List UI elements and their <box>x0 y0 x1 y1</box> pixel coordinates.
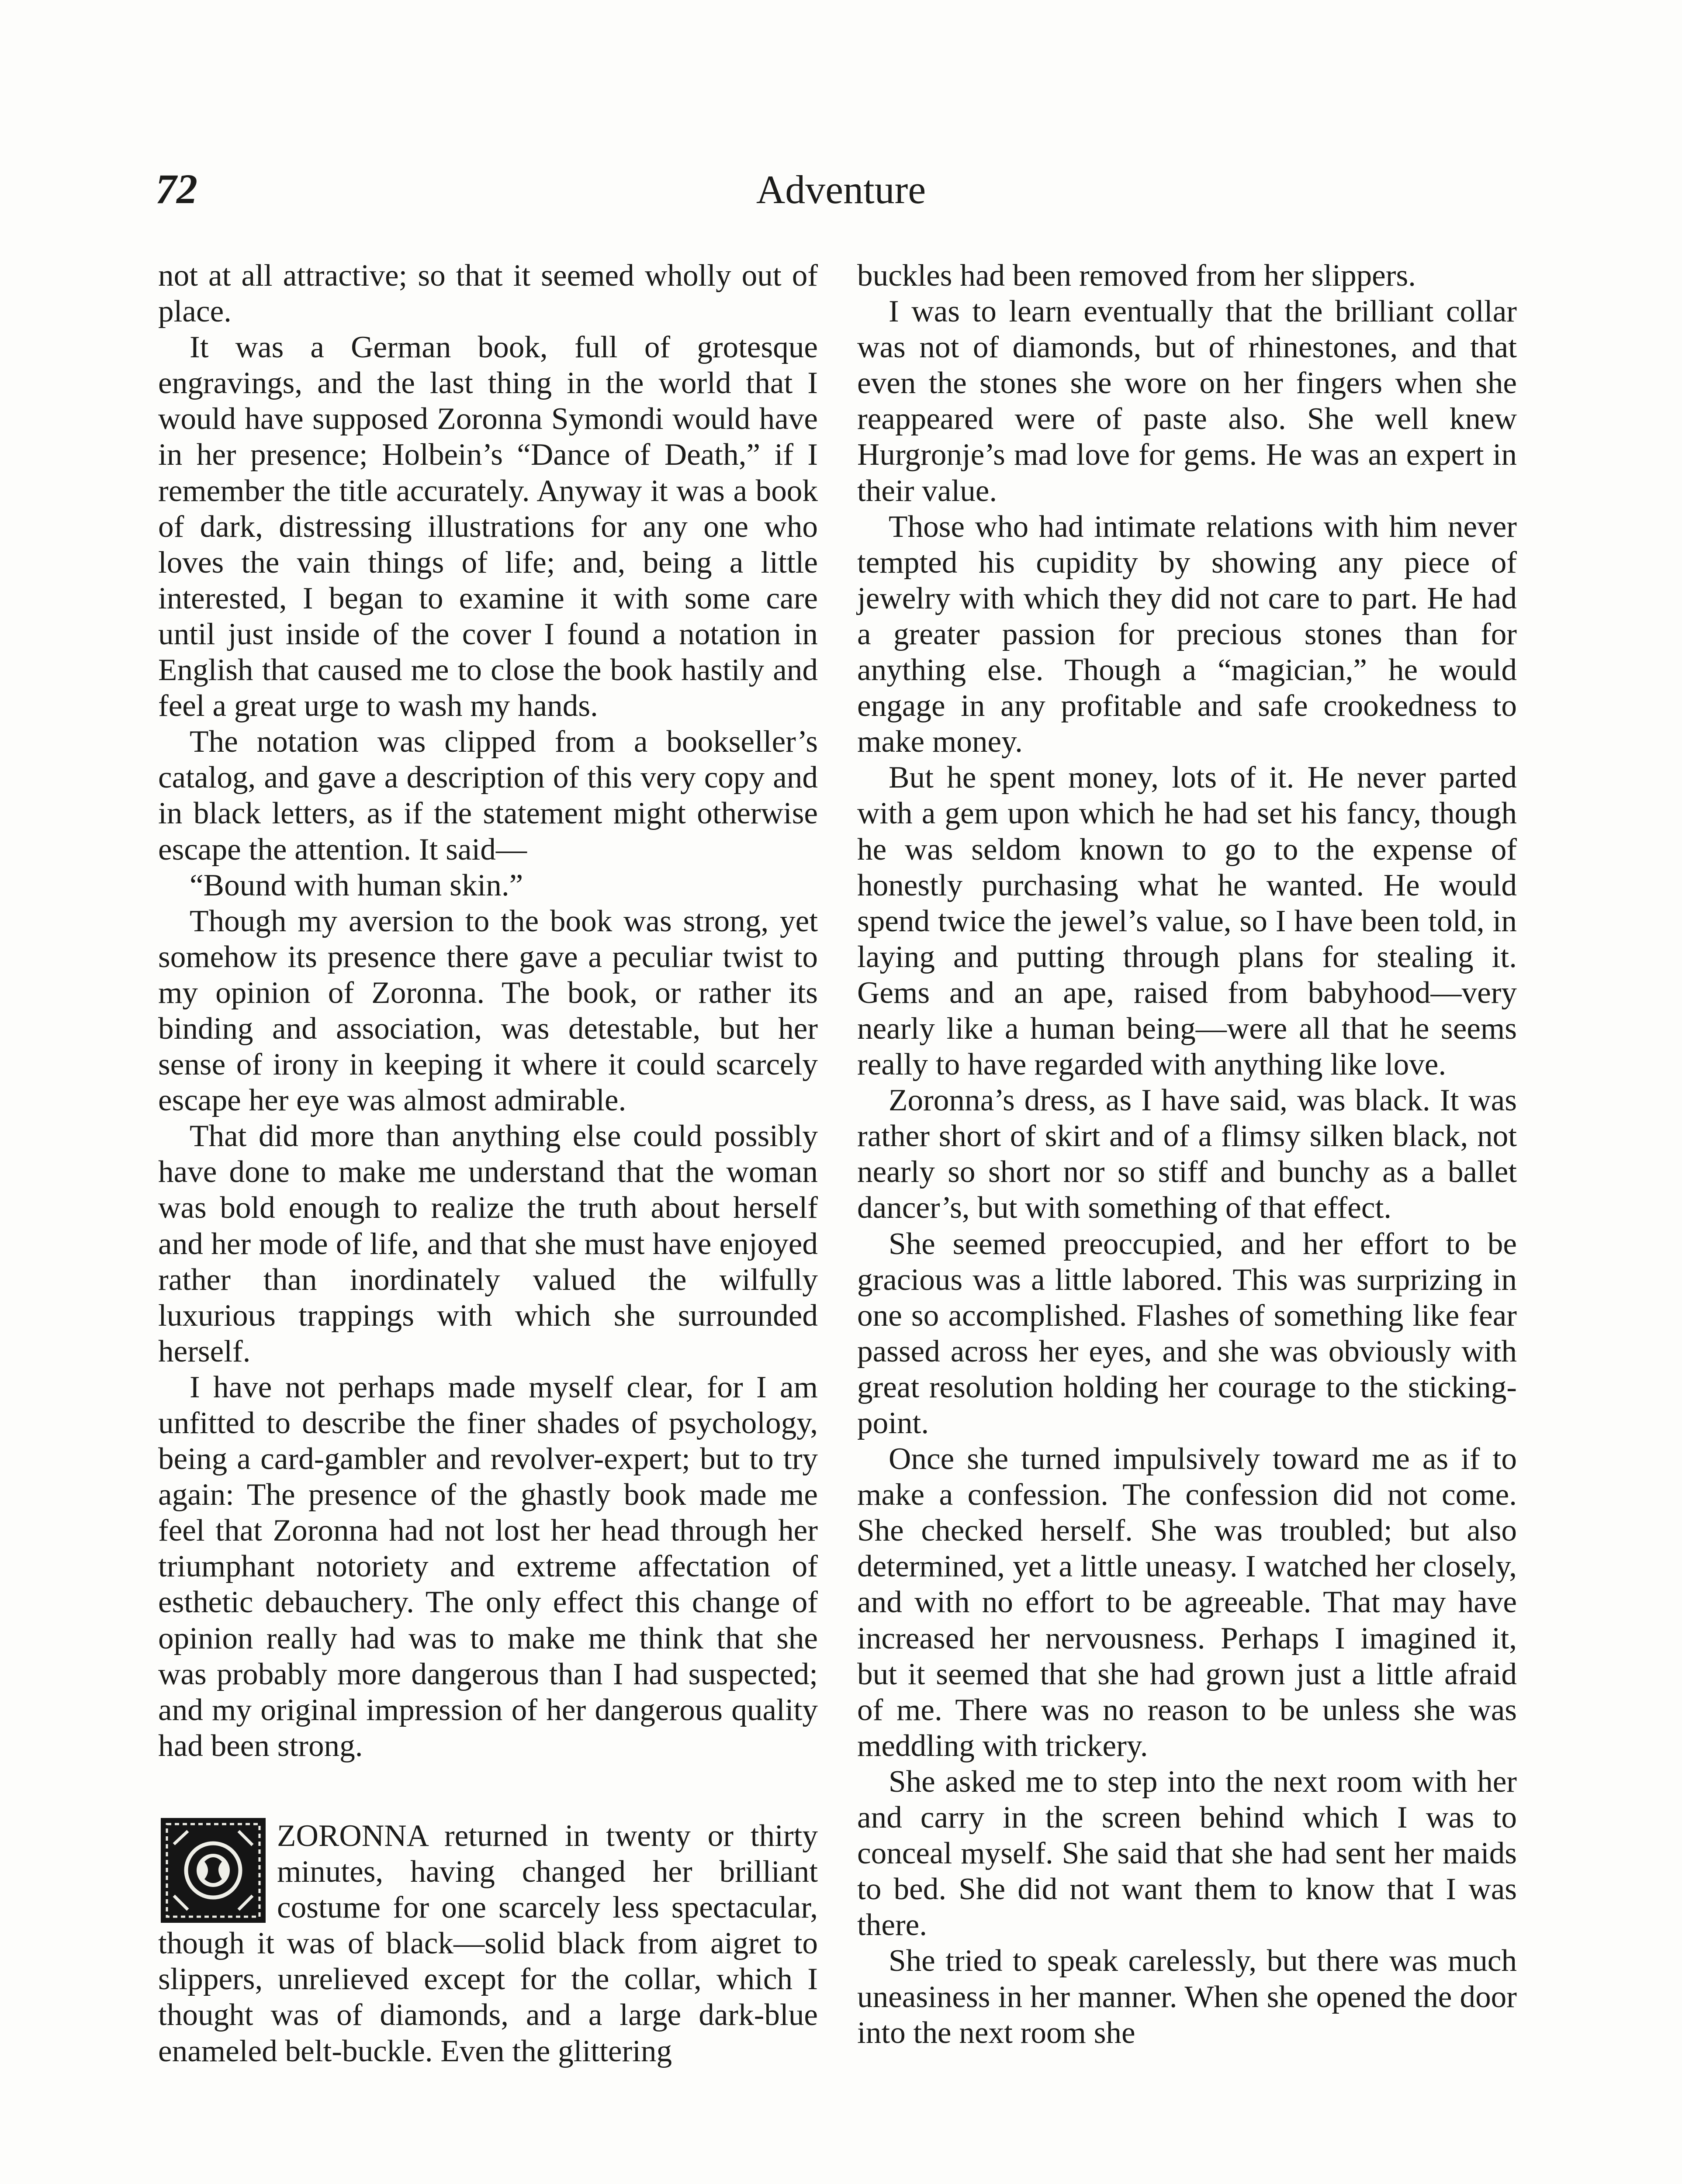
paragraph: I have not perhaps made myself clear, for I am unfitted to describe the finer shades of psychology, being a card-gambler and revolver-expert; but to try again: The presence of the ghastly book made me feel that Zoronna had not lost her head through her triumphant notoriety and extreme affectation of esthetic debauchery. The only effect this change of opinion really had was to make me think that she was probably more dangerous than I had suspected; and my original impression of her dangerous quality had been strong. <box>158 1370 818 1763</box>
paragraph: “Bound with human skin.” <box>190 868 523 902</box>
paragraph: The notation was clipped from a bookseller’s catalog, and gave a description of this very copy and in black letters, as if the statement might otherwise escape the attention. It said— <box>158 725 818 867</box>
left-column <box>158 258 818 2069</box>
page-number: 72 <box>156 166 197 212</box>
right-column <box>857 258 1517 2051</box>
paragraph: She tried to speak carelessly, but there was much uneasiness in her manner. When she opened the door into the next room she <box>857 1944 1517 2050</box>
paragraph: But he spent money, lots of it. He never parted with a gem upon which he had set his fancy, though he was seldom known to go to the expense of honestly purchasing what he wanted. He would spend twice the jewel’s value, so I have been told, in laying and putting through plans for stealing it. Gems and an ape, raised from babyhood—very nearly like a human being—were all that he seems really to have regarded with anything like love. <box>857 760 1517 1082</box>
paragraph: ZORONNA returned in twenty or thirty minutes, having changed her brilliant costume for one scarcely less spectacular, though it was of black—solid black from aigret to slippers, unrelieved except for the collar, which I thought was of diamonds, and a large dark-blue enameled belt-buckle. Even the glittering <box>158 1818 818 2068</box>
paragraph: buckles had been removed from her slippers. <box>857 259 1416 293</box>
paragraph: I was to learn eventually that the brilliant collar was not of diamonds, but of rhinestones, and that even the stones she wore on her fingers when she reappeared were of paste also. She well knew Hurgronje’s mad love for gems. He was an expert in their value. <box>857 294 1517 508</box>
paragraph: It was a German book, full of grotesque engravings, and the last thing in the world that I would have supposed Zoronna Symondi would have in her presence; Holbein’s “Dance of Death,” if I remember the title accurately. Anyway it was a book of dark, distressing illustrations for any one who loves the vain things of life; and, being a little interested, I began to examine it with some care until just inside of the cover I found a notation in English that caused me to close the book hastily and feel a great urge to wash my hands. <box>158 330 818 723</box>
section-ornament-icon <box>161 1818 266 1923</box>
paragraph: Though my aversion to the book was strong, yet somehow its presence there gave a peculiar twist to my opinion of Zoronna. The book, or rather its binding and association, was detestable, but her sense of irony in keeping it where it could scarcely escape her eye was almost admirable. <box>158 904 818 1118</box>
paragraph: She asked me to step into the next room with her and carry in the screen behind which I was to conceal myself. She said that she had sent her maids to bed. She did not want them to know that I was there. <box>857 1764 1517 1942</box>
paragraph: She seemed preoccupied, and her effort to be gracious was a little labored. This was surprizing in one so accomplished. Flashes of something like fear passed across her eyes, and she was obviously with great resolution holding her courage to the sticking-point. <box>857 1227 1517 1440</box>
paragraph: not at all attractive; so that it seemed wholly out of place. <box>158 259 818 329</box>
paragraph: That did more than anything else could possibly have done to make me understand that the woman was bold enough to realize the truth about herself and her mode of life, and that she must have enjoyed rather than inordinately valued the wilfully luxurious trappings with which she surrounded herself. <box>158 1119 818 1368</box>
running-head: Adventure <box>756 167 926 212</box>
paragraph: Zoronna’s dress, as I have said, was black. It was rather short of skirt and of a flimsy silken black, not nearly so short nor so stiff and bunchy as a ballet dancer’s, but with something of that effect. <box>857 1083 1517 1225</box>
paragraph: Those who had intimate relations with him never tempted his cupidity by showing any piece of jewelry with which they did not care to part. He had a greater passion for precious stones than for anything else. Though a “magician,” he would engage in any profitable and safe crookedness to make money. <box>857 509 1517 759</box>
paragraph: Once she turned impulsively toward me as if to make a confession. The confession did not come. She checked herself. She was troubled; but also determined, yet a little uneasy. I watched her closely, and with no effort to be agreeable. That may have increased her nervousness. Perhaps I imagined it, but it seemed that she had grown just a little afraid of me. There was no reason to be unless she was meddling with trickery. <box>857 1442 1517 1763</box>
